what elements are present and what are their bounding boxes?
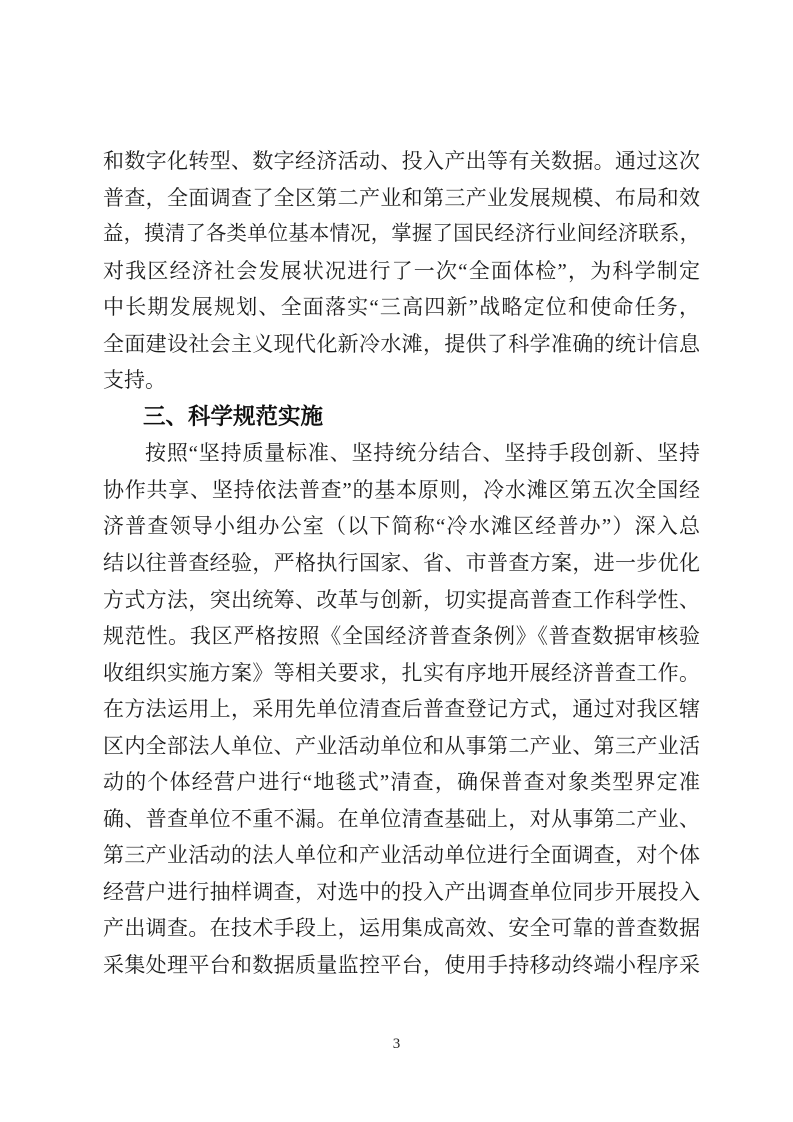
text-line: 普查，全面调查了全区第二产业和第三产业发展规模、布局和效 [103, 185, 700, 210]
text-line: 第三产业活动的法人单位和产业活动单位进行全面调查，对个体 [103, 843, 700, 868]
text-line: 方式方法，突出统筹、改革与创新，切实提高普查工作科学性、 [103, 587, 700, 612]
text-line: 采集处理平台和数据质量监控平台，使用手持移动终端小程序采 [103, 953, 700, 978]
text-line: 确、普查单位不重不漏。在单位清查基础上，对从事第二产业、 [103, 806, 700, 831]
text-line: 济普查领导小组办公室（以下简称“冷水滩区经普办”）深入总 [103, 514, 700, 539]
text-line: 按照“坚持质量标准、坚持统分结合、坚持手段创新、坚持 [145, 441, 700, 466]
text-line: 经营户进行抽样调查，对选中的投入产出调查单位同步开展投入 [103, 879, 700, 904]
text-line: 结以往普查经验，严格执行国家、省、市普查方案，进一步优化 [103, 551, 700, 576]
text-line: 对我区经济社会发展状况进行了一次“全面体检”，为科学制定 [103, 258, 700, 283]
text-line: 区内全部法人单位、产业活动单位和从事第二产业、第三产业活 [103, 733, 700, 758]
text-line: 动的个体经营户进行“地毯式”清查，确保普查对象类型界定准 [103, 770, 700, 795]
section-heading: 三、科学规范实施 [143, 403, 324, 429]
document-body [103, 143, 700, 984]
text-line: 全面建设社会主义现代化新冷水滩，提供了科学准确的统计信息 [103, 331, 700, 356]
text-line: 支持。 [103, 368, 166, 393]
page-number: 3 [392, 1036, 401, 1052]
text-line: 产出调查。在技术手段上，运用集成高效、安全可靠的普查数据 [103, 916, 700, 941]
text-line: 收组织实施方案》等相关要求，扎实有序地开展经济普查工作。 [103, 660, 700, 685]
text-line: 在方法运用上，采用先单位清查后普查登记方式，通过对我区辖 [103, 697, 700, 722]
text-line: 益，摸清了各类单位基本情况，掌握了国民经济行业间经济联系， [103, 223, 700, 246]
text-line: 中长期发展规划、全面落实“三高四新”战略定位和使命任务， [103, 295, 700, 320]
text-line: 和数字化转型、数字经济活动、投入产出等有关数据。通过这次 [103, 149, 700, 173]
text-line: 协作共享、坚持依法普查”的基本原则，冷水滩区第五次全国经 [103, 477, 700, 502]
text-line: 规范性。我区严格按照《全国经济普查条例》《普查数据审核验 [103, 624, 700, 649]
